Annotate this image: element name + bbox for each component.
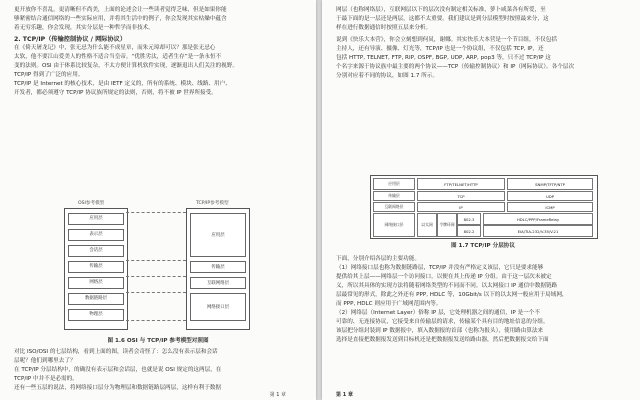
text-line: 着无穷乐趣，你会发现，其实分层是一种哲学而非技术。 <box>14 25 154 31</box>
table-cell: EIA/TIA-232/V.35/V.21 <box>483 225 593 237</box>
table-cell: IP <box>417 202 505 212</box>
tcpip-column <box>186 208 250 330</box>
row-label: 应用层 <box>373 178 415 190</box>
text-line: 于最下面的是一层还是两层，这都不太重要。我们建议是到分层模型时按照最来分，这 <box>336 16 549 22</box>
tcpip-title: TCP/IP参考模型 <box>196 201 229 206</box>
osi-layer: 网络层 <box>68 277 124 289</box>
text-line: TCP/IP 中并不是必需的。 <box>14 376 78 382</box>
table-cell: 令牌环网 <box>437 213 457 237</box>
figure-caption: 图 1.6 OSI 与 TCP/IP 参考模型对照图 <box>107 338 209 344</box>
text-line: 包括 HTTP, TELNET, FTP, RIP, OSPF, BGP, UDP, ARP, pop3 等，只不过 TCP/IP 这 <box>336 55 551 61</box>
osi-layer: 物理层 <box>68 309 124 321</box>
page-footer: 第 1 章 <box>269 392 286 398</box>
text-line: 网层（也称网络层），互联网层以下的层次没有制定相关标准，萝卜咸菜各有所爱，至 <box>336 7 546 13</box>
text-line: 够紧密结合通信网络的一些实际应用，并将其生活中的例子，你会发现其实枯燥中蕴含 <box>14 16 227 22</box>
text-line: 而 PPP, HDLC 则应用于广域网范围内等。 <box>336 301 442 307</box>
row-label: 互联网络层 <box>373 202 415 212</box>
osi-layer: 表示层 <box>68 229 124 241</box>
text-line: 更开放你不喜乱，更清晰但不尚美，上面的论述会让一些读者觉得乏味，但是如果你能 <box>14 7 227 13</box>
table-cell: 802.2 <box>457 225 481 237</box>
mapping-line <box>126 292 186 293</box>
right-top-paragraph <box>336 6 630 81</box>
mapping-line <box>126 320 186 321</box>
text-line: 层最常见的形式，除此之外还有 PPP, HDLC 等，10Gbit/s 以下的以太网一般应用于局域网， <box>336 292 568 298</box>
text-line: 分别对应着不同的协议，如图 1.7 所示。 <box>336 73 438 79</box>
tcpip-protocol-table <box>370 175 598 239</box>
text-line: 层呢？他们到哪里去了？ <box>14 358 76 364</box>
tcpip-layer: 传输层 <box>190 261 246 273</box>
text-line: 在《倚天屠龙记》中，张无忌为什么能不成星章，而朱元璋却可以？那是张无忌心 <box>14 45 216 51</box>
table-cell: ICMP <box>507 202 593 212</box>
right-bottom-paragraph <box>336 255 630 345</box>
text-line: （2）网络层（Internet Layer）俗称 IP 层，它处理机器之间的通信，IP 是一个不 <box>336 310 540 316</box>
text-line: 变的法则。OSI 由于体系比较复杂，不太方便计算机软件实现，逐渐退出人们关注的视野。 <box>14 63 238 69</box>
table-cell: SNMP/TFTP/NTP <box>507 178 593 190</box>
text-line: 主持人，还有导演、摄像、灯光等，TCP/IP 也是一个协议组，不仅包括 TCP, IP，还 <box>336 46 544 52</box>
text-line: 下面，分别介绍各层的主要功能。 <box>336 256 420 262</box>
text-line: 义，所以其具体的实现方法将随着网络类型的不同而不同。以太网接口 IP 通信中数据链路 <box>336 283 558 289</box>
text-line: 选择是直接把数据报发送到目标机还是把数据报发送给路由器，然后把数据报交给下面 <box>336 337 549 343</box>
text-line: 个名字来源于协议族中最主要的两个协议——TCP（传输控制协议）和 IP（网际协议）。各个层次 <box>336 64 575 70</box>
text-line: 在 TCP/IP 分层结构中，的确没有表示层和会话层，也就是说 OSI 规定的这两层，在 <box>14 367 222 373</box>
table-cell: UDP <box>507 191 593 201</box>
table-cell: TCP <box>417 191 505 201</box>
mapping-line <box>126 276 186 277</box>
row-label: 传输层 <box>373 191 415 201</box>
table-cell: HDLC/PPP/FrameRelay <box>483 213 593 225</box>
text-line: TCP/IP 是 Internet 的核心技术，是由 IETF 定义的，所有的系统、模块、线路、用户、 <box>14 81 231 87</box>
osi-layer: 数据链路层 <box>68 293 124 305</box>
mapping-line <box>126 212 186 213</box>
figure-caption: 图 1.7 TCP/IP 分层协议 <box>451 243 515 249</box>
section-heading: 2. TCP/IP（传输控制协议 / 网际协议） <box>14 36 127 43</box>
text-line: TCP/IP 得到了广泛的应用。 <box>14 72 84 78</box>
osi-layer: 应用层 <box>68 213 124 225</box>
tcpip-layer: 网络接口层 <box>190 293 246 321</box>
osi-layer: 会话层 <box>68 245 124 257</box>
right-page <box>322 0 640 400</box>
text-line: 该层把分组封装到 IP 数据报中，填入数据报的首部（也称为报头），使用路由算法来 <box>336 328 544 334</box>
mapping-line <box>126 260 186 261</box>
left-top-paragraph <box>14 6 306 98</box>
left-page <box>0 0 316 400</box>
osi-title: OSI参考模型 <box>78 201 105 206</box>
left-bottom-paragraph <box>14 348 306 393</box>
text-line: （1）网络接口层也称为数据链路层，TCP/IP 并没有严格定义该层，它只是要求能够 <box>336 265 544 271</box>
row-label: 网络接口层 <box>373 213 415 237</box>
text-line: 可靠的、无连接协议，它接受来自传输层的请求，传输某个具有目的地址信息的分组。 <box>336 319 549 325</box>
text-line: 太软，他不要江山爱美人的性格不适合当皇帝。“优胜劣汰，适者生存”是一条永恒不 <box>14 54 222 60</box>
table-cell: 以太网 <box>417 213 437 237</box>
table-cell: FTP/TELNET/HTTP <box>417 178 505 190</box>
page-footer: 第 1 章 <box>336 392 353 398</box>
osi-tcpip-diagram <box>58 200 258 332</box>
osi-column <box>64 208 128 330</box>
text-line: 提供给其上层——网络层一个访问接口，以便在其上传递 IP 分组。由于这一层次未被定 <box>336 274 552 280</box>
text-line: 还有一些五层的说法，将网络接口层分为物理层和数据链路层两层，这样有利于数据 <box>14 385 221 391</box>
tcpip-layer: 应用层 <box>190 213 246 257</box>
osi-layer: 传输层 <box>68 261 124 273</box>
text-line: 对比 ISO/OSI 的七层结构，看到上面的图，读者会奇怪了：怎么没有表示层和会话 <box>14 349 218 355</box>
table-cell: 802.3 <box>457 213 481 225</box>
text-line: 样在进行数据通信时按照五层来分析。 <box>336 25 432 31</box>
text-line: 说到《快乐大本营》，你会立刻想到何炅，谢娜。其实快乐大本营是一个节目组，不仅包括 <box>336 37 557 43</box>
tcpip-layer: 互联网络层 <box>190 277 246 289</box>
text-line: 开发者，都必须遵守 TCP/IP 协议族所规定的法则，否则，将不被 IP 世界所接受。 <box>14 90 217 96</box>
